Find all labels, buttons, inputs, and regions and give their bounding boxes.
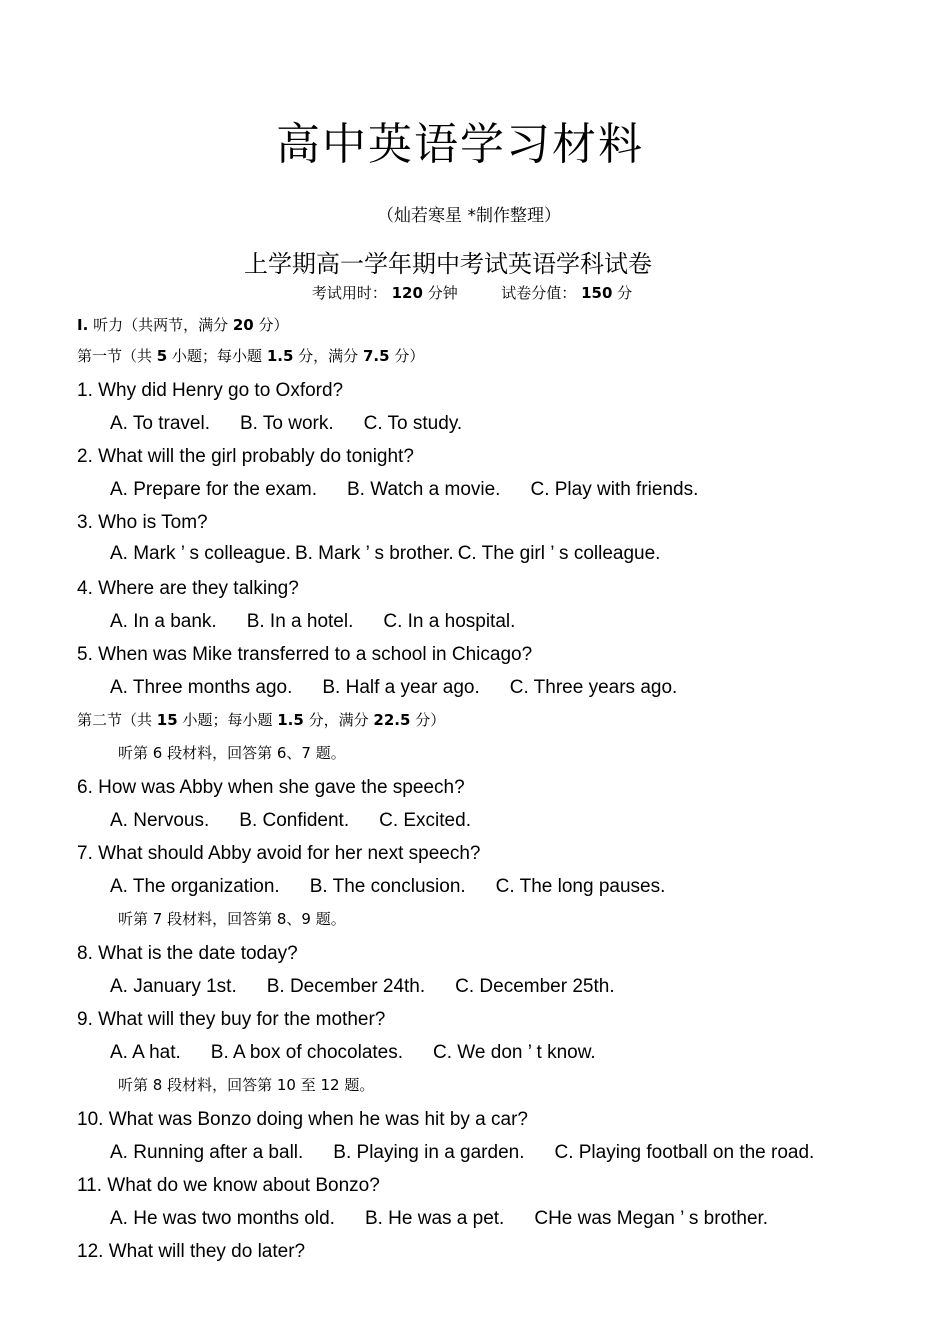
credit-line: （灿若寒星 *制作整理） [377, 206, 561, 226]
listening-intro: 听第 8 段材料，回答第 10 至 12 题。 [118, 1076, 375, 1094]
part-text: 听力（共两节，满分 [93, 316, 229, 334]
question: 10. What was Bonzo doing when he was hit by a car? [77, 1109, 528, 1130]
option-a: A. He was two months old. [110, 1208, 335, 1229]
option-b: B. Playing in a garden. [333, 1142, 525, 1163]
section-text: 小题；每小题 [182, 711, 273, 729]
option-a: A. A hat. [110, 1042, 181, 1063]
option-c: C. Playing football on the road. [554, 1142, 815, 1163]
option-c: C. Play with friends. [530, 479, 699, 500]
question: 8. What is the date today? [77, 943, 298, 964]
section-count: 15 [156, 711, 178, 729]
option-c: C. The long pauses. [495, 876, 666, 897]
score-value: 150 [581, 284, 613, 302]
listening-intro: 听第 6 段材料，回答第 6、7 题。 [118, 744, 346, 762]
option-c: C. We don ’ t know. [433, 1042, 596, 1063]
option-b: B. He was a pet. [364, 1208, 505, 1229]
option-a: A. Prepare for the exam. [110, 479, 317, 500]
time-unit: 分钟 [427, 284, 458, 302]
question-options [110, 543, 660, 565]
section-text: 小题；每小题 [172, 347, 263, 365]
option-a: A. January 1st. [110, 976, 237, 997]
question-options [110, 611, 515, 633]
option-b: B. Confident. [239, 810, 350, 831]
option-a: A. Running after a ball. [110, 1142, 304, 1163]
part-end: 分） [258, 316, 289, 334]
option-c: C. Excited. [379, 810, 471, 831]
score-label: 试卷分值： [501, 284, 577, 302]
question-options [110, 1208, 768, 1230]
option-a: A. The organization. [110, 876, 280, 897]
question: 7. What should Abby avoid for her next speech? [77, 843, 481, 864]
option-c: C. The girl ’ s colleague. [457, 543, 661, 564]
section-text: 第二节（共 [77, 711, 153, 729]
section-text: 第一节（共 [77, 347, 153, 365]
question: 3. Who is Tom? [77, 512, 208, 533]
question: 9. What will they buy for the mother? [77, 1009, 386, 1030]
part-number: I. [77, 316, 89, 334]
option-c: C. In a hospital. [383, 611, 516, 632]
question-options [110, 413, 462, 435]
question-options [110, 1042, 596, 1064]
option-b: B. A box of chocolates. [210, 1042, 404, 1063]
score-unit: 分 [617, 284, 633, 302]
section-total: 22.5 [373, 711, 411, 729]
option-b: B. In a hotel. [246, 611, 354, 632]
question: 4. Where are they talking? [77, 578, 299, 599]
section-each: 1.5 [277, 711, 304, 729]
document-title: 高中英语学习材料 [276, 119, 644, 170]
question-options [110, 1142, 814, 1164]
exam-meta [0, 282, 944, 303]
exam-title: 上学期高一学年期中考试英语学科试卷 [244, 250, 652, 278]
part-heading [77, 314, 289, 335]
option-c: C. To study. [363, 413, 463, 434]
option-b: B. December 24th. [266, 976, 426, 997]
question: 6. How was Abby when she gave the speech? [77, 777, 465, 798]
section-count: 5 [156, 347, 168, 365]
section-each: 1.5 [266, 347, 294, 365]
option-b: B. Watch a movie. [347, 479, 501, 500]
option-c: C. Three years ago. [509, 677, 678, 698]
option-b: B. The conclusion. [309, 876, 466, 897]
question-options [110, 976, 615, 998]
option-a: A. Nervous. [110, 810, 210, 831]
question: 12. What will they do later? [77, 1241, 306, 1262]
option-a: A. Mark ’ s colleague. [110, 543, 291, 564]
option-c: CHe was Megan ’ s brother. [534, 1208, 769, 1229]
question-options [110, 876, 665, 898]
option-b: B. To work. [239, 413, 334, 434]
section-text: 分，满分 [308, 711, 369, 729]
section-text: 分） [394, 347, 425, 365]
option-a: A. In a bank. [110, 611, 217, 632]
question-options [110, 677, 677, 699]
question: 2. What will the girl probably do tonight? [77, 446, 414, 467]
time-value: 120 [391, 284, 423, 302]
question-options [110, 810, 471, 832]
part-score: 20 [232, 316, 254, 334]
time-label: 考试用时： [311, 284, 387, 302]
option-b: B. Half a year ago. [322, 677, 480, 698]
question: 11. What do we know about Bonzo? [77, 1175, 380, 1196]
section-text: 分） [415, 711, 446, 729]
option-c: C. December 25th. [455, 976, 615, 997]
question-options [110, 479, 698, 501]
listening-intro: 听第 7 段材料，回答第 8、9 题。 [118, 910, 346, 928]
option-a: A. To travel. [110, 413, 210, 434]
question: 5. When was Mike transferred to a school in Chicago? [77, 644, 533, 665]
section-heading [77, 345, 424, 366]
option-a: A. Three months ago. [110, 677, 293, 698]
question: 1. Why did Henry go to Oxford? [77, 380, 344, 401]
option-b: B. Mark ’ s brother. [294, 543, 454, 564]
section-heading [77, 709, 445, 730]
section-total: 7.5 [362, 347, 390, 365]
section-text: 分，满分 [298, 347, 359, 365]
